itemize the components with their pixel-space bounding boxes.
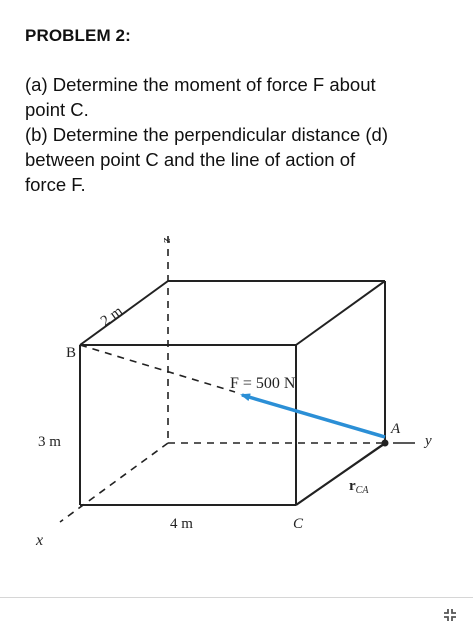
dim-depth-label: 2 m (97, 303, 126, 330)
point-b-label: B (66, 345, 77, 361)
problem-line-3: (b) Determine the perpendicular distance (d) (25, 124, 388, 145)
y-axis-label: y (425, 433, 432, 449)
problem-line-2: point C. (25, 99, 89, 120)
dim-height-label: 3 m (38, 434, 61, 450)
edge-top-left (80, 281, 168, 345)
point-a-dot (382, 440, 389, 447)
box-edges (80, 281, 385, 505)
position-vector-label (349, 478, 369, 496)
position-vector-main: r (349, 478, 356, 494)
force-label: F = 500 N (230, 375, 296, 392)
force-arrow (242, 395, 385, 437)
force-line-of-action (80, 345, 235, 392)
x-axis-line (60, 443, 168, 522)
z-axis-label: z (161, 238, 176, 244)
footer-bar (0, 597, 473, 632)
position-vector-subscript: CA (355, 485, 369, 496)
position-vector-arrow (296, 445, 383, 505)
dim-width-label: 4 m (170, 516, 193, 532)
expand-icon[interactable] (441, 606, 459, 624)
edge-top-right (296, 281, 385, 345)
hidden-lines (60, 236, 385, 522)
point-a-label: A (391, 421, 401, 437)
problem-line-4: between point C and the line of action of (25, 149, 356, 170)
problem-line-5: force F. (25, 174, 86, 195)
problem-line-1: (a) Determine the moment of force F about (25, 74, 376, 95)
x-axis-label: x (36, 532, 44, 549)
point-c-label: C (293, 516, 304, 532)
problem-heading: PROBLEM 2: (25, 26, 131, 45)
